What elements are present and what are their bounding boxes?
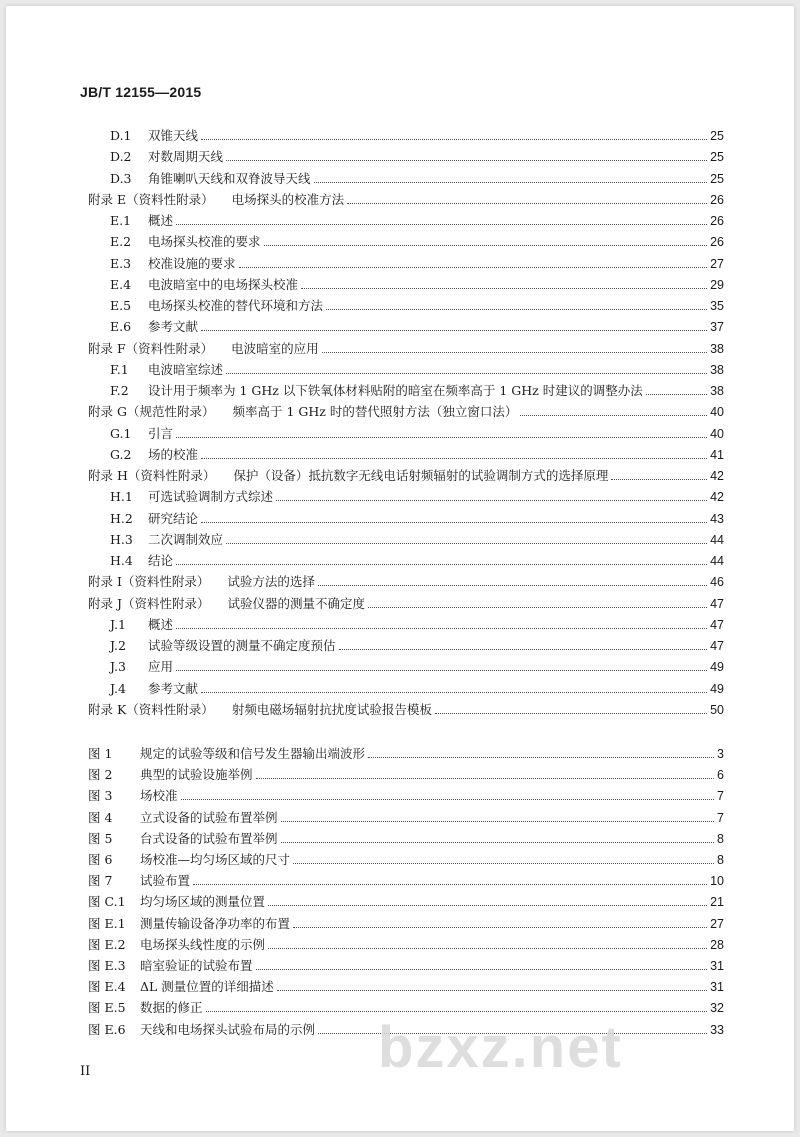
entry-page-number: 28 (710, 937, 724, 952)
entry-number: F.2 (110, 383, 129, 398)
toc-section-entry (110, 613, 724, 633)
dot-leader (646, 394, 707, 395)
entry-title: 规定的试验等级和信号发生器输出端波形 (140, 746, 366, 761)
entry-number: E.1 (110, 213, 132, 228)
entry-title: 设计用于频率为 1 GHz 以下铁氧体材料贴附的暗室在频率高于 1 GHz 时建议的调整办法 (148, 383, 643, 398)
toc-appendix-entry (88, 337, 724, 357)
page-number-footer: II (80, 1064, 91, 1079)
dot-leader (326, 309, 707, 310)
dot-leader (281, 842, 715, 843)
entry-title: 电波暗室的应用 (231, 340, 319, 356)
entry-page-number: 6 (717, 768, 724, 783)
toc-section-entry (110, 145, 724, 165)
toc-appendix-entry (88, 592, 724, 612)
dot-leader (226, 543, 707, 544)
entry-number: 图 2 (88, 767, 113, 783)
entry-page-number: 40 (710, 426, 724, 441)
entry-number: J.4 (110, 680, 126, 696)
entry-number: 图 C.1 (88, 894, 126, 910)
entry-number: 附录 I（资料性附录） (88, 574, 210, 590)
dot-leader (268, 905, 707, 906)
entry-title: 频率高于 1 GHz 时的替代照射方法（独立窗口法） (232, 404, 518, 420)
entry-number: 图 5 (88, 830, 113, 846)
toc-section-entry (110, 379, 724, 399)
entry-title: 结论 (148, 553, 174, 568)
entry-page-number: 41 (710, 447, 724, 462)
toc-section-entry (110, 315, 724, 335)
dot-leader (264, 245, 708, 246)
toc-section-entry (110, 230, 724, 250)
entry-title: 电波暗室综述 (148, 361, 224, 377)
dot-leader (201, 330, 707, 331)
entry-number: D.3 (110, 170, 132, 186)
entry-title: 概述 (148, 213, 174, 228)
entry-title: 立式设备的试验布置举例 (140, 809, 278, 825)
entry-title: 双锥天线 (148, 128, 199, 143)
dot-leader (435, 713, 707, 714)
entry-number: F.1 (110, 361, 129, 377)
toc-section-entry (110, 655, 724, 675)
toc-section-entry (110, 167, 724, 187)
dot-leader (226, 373, 707, 374)
entry-title: 试验布置 (140, 873, 191, 889)
figure-entry (88, 742, 724, 762)
entry-title: 均匀场区域的测量位置 (140, 894, 266, 910)
entry-number: E.5 (110, 298, 132, 313)
entry-title: 参考文献 (148, 680, 199, 696)
entry-page-number: 38 (710, 341, 724, 356)
toc-section-entry (110, 485, 724, 505)
entry-page-number: 31 (710, 959, 724, 973)
entry-title: 电场探头线性度的示例 (140, 936, 266, 952)
entry-number: 图 6 (88, 852, 113, 867)
dot-leader (176, 564, 707, 565)
entry-number: 图 3 (88, 788, 113, 804)
toc-appendix-entry (88, 570, 724, 590)
entry-title: 二次调制效应 (148, 531, 224, 547)
entry-number: J.2 (110, 638, 126, 653)
entry-number: H.3 (110, 531, 133, 547)
entry-title: 对数周期天线 (148, 149, 224, 165)
entry-number: G.1 (110, 425, 132, 441)
figure-entry (88, 890, 724, 910)
entry-page-number: 25 (710, 150, 724, 165)
entry-page-number: 8 (717, 853, 724, 867)
dot-leader (347, 203, 707, 204)
dot-leader (368, 607, 707, 608)
dot-leader (268, 948, 707, 949)
entry-page-number: 42 (710, 469, 724, 483)
entry-page-number: 25 (710, 171, 724, 186)
entry-page-number: 21 (710, 895, 724, 910)
entry-title: 可选试验调制方式综述 (148, 489, 274, 505)
entry-page-number: 47 (710, 639, 724, 653)
entry-number: E.6 (110, 319, 132, 335)
toc-section-entry (110, 124, 724, 144)
toc-appendix-entry (88, 464, 724, 484)
toc-section-entry (110, 358, 724, 378)
entry-page-number: 32 (710, 1001, 724, 1016)
entry-title: 试验仪器的测量不确定度 (227, 595, 366, 611)
dot-leader (176, 628, 707, 629)
figure-entry (88, 784, 724, 804)
dot-leader (339, 649, 708, 650)
dot-leader (176, 670, 707, 671)
entry-number: 附录 H（资料性附录） (88, 468, 216, 483)
entry-number: 附录 E（资料性附录） (88, 191, 214, 207)
entry-page-number: 38 (710, 362, 724, 377)
entry-title: 参考文献 (148, 319, 199, 335)
dot-leader (239, 267, 708, 268)
entry-number: 附录 J（资料性附录） (88, 595, 210, 611)
entry-page-number: 27 (710, 256, 724, 271)
entry-title: 天线和电场探头试验布局的示例 (140, 1021, 316, 1037)
dot-leader (256, 778, 715, 779)
watermark: bzxz.net (378, 1015, 623, 1080)
toc-appendix-entry (88, 698, 724, 718)
entry-number: 图 E.5 (88, 1000, 126, 1016)
entry-page-number: 29 (710, 277, 724, 292)
entry-page-number: 38 (710, 384, 724, 398)
dot-leader (201, 458, 707, 459)
entry-number: E.2 (110, 234, 132, 250)
entry-page-number: 47 (710, 596, 724, 611)
dot-leader (293, 863, 714, 864)
entry-number: 图 1 (88, 746, 113, 761)
dot-leader (318, 585, 707, 586)
entry-number: 图 E.2 (88, 936, 126, 952)
entry-number: E.3 (110, 255, 132, 271)
figure-entry (88, 869, 724, 889)
entry-number: 附录 F（资料性附录） (88, 340, 214, 356)
entry-title: 试验等级设置的测量不确定度预估 (148, 638, 336, 653)
entry-number: G.2 (110, 446, 132, 462)
entry-title: ΔL 测量位置的详细描述 (140, 979, 274, 995)
toc-section-entry (110, 634, 724, 654)
entry-title: 电波暗室中的电场探头校准 (148, 276, 299, 292)
entry-title: 场校准—均匀场区域的尺寸 (140, 852, 291, 867)
entry-number: 图 7 (88, 873, 113, 889)
entry-title: 典型的试验设施举例 (140, 767, 253, 783)
entry-page-number: 37 (710, 320, 724, 335)
entry-number: 附录 G（规范性附录） (88, 404, 215, 420)
dot-leader (293, 927, 707, 928)
entry-page-number: 44 (710, 554, 724, 568)
entry-title: 引言 (148, 425, 174, 441)
entry-title: 场校准 (140, 788, 178, 804)
toc-section-entry (110, 549, 724, 569)
entry-page-number: 10 (710, 874, 724, 889)
toc-appendix-entry (88, 400, 724, 420)
toc-section-entry (110, 209, 724, 229)
entry-number: 图 E.6 (88, 1021, 126, 1037)
entry-title: 数据的修正 (140, 1000, 203, 1016)
entry-page-number: 35 (710, 299, 724, 313)
entry-title: 电场探头校准的替代环境和方法 (148, 298, 324, 313)
entry-title: 概述 (148, 616, 174, 632)
entry-title: 角锥喇叭天线和双脊波导天线 (148, 170, 311, 186)
figure-entry (88, 912, 724, 932)
toc-section-entry (110, 443, 724, 463)
toc-section-entry (110, 422, 724, 442)
dot-leader (201, 522, 707, 523)
entry-page-number: 27 (710, 916, 724, 931)
entry-page-number: 26 (710, 214, 724, 228)
dot-leader (277, 990, 707, 991)
dot-leader (226, 160, 707, 161)
entry-page-number: 49 (710, 660, 724, 675)
entry-title: 应用 (148, 659, 174, 675)
entry-number: D.2 (110, 149, 132, 165)
toc-section-entry (110, 273, 724, 293)
dot-leader (281, 821, 715, 822)
entry-title: 暗室验证的试验布置 (140, 958, 253, 973)
dot-leader (176, 224, 707, 225)
dot-leader (301, 288, 707, 289)
entry-page-number: 26 (710, 192, 724, 207)
entry-title: 台式设备的试验布置举例 (140, 830, 278, 846)
figure-entry (88, 806, 724, 826)
entry-number: J.1 (110, 616, 126, 632)
dot-leader (201, 139, 707, 140)
figure-entry (88, 848, 724, 868)
figure-entry (88, 933, 724, 953)
entry-number: H.2 (110, 510, 133, 526)
figure-entry (88, 763, 724, 783)
toc-section-entry (110, 507, 724, 527)
dot-leader (181, 799, 715, 800)
entry-page-number: 7 (717, 810, 724, 825)
dot-leader (201, 692, 707, 693)
toc-section-entry (110, 252, 724, 272)
dot-leader (314, 182, 708, 183)
entry-page-number: 49 (710, 681, 724, 696)
entry-number: J.3 (110, 659, 126, 675)
entry-title: 测量传输设备净功率的布置 (140, 915, 291, 931)
entry-title: 场的校准 (148, 446, 199, 462)
toc-section-entry (110, 294, 724, 314)
entry-number: H.4 (110, 553, 133, 568)
entry-number: 图 4 (88, 809, 113, 825)
toc-appendix-entry (88, 188, 724, 208)
toc-section-entry (110, 528, 724, 548)
entry-title: 保护（设备）抵抗数字无线电话射频辐射的试验调制方式的选择原理 (233, 468, 609, 483)
entry-page-number: 31 (710, 980, 724, 995)
entry-page-number: 42 (710, 490, 724, 505)
figure-entry (88, 954, 724, 974)
entry-page-number: 44 (710, 532, 724, 547)
entry-number: 图 E.4 (88, 979, 126, 995)
entry-number: 附录 K（资料性附录） (88, 701, 214, 717)
document-page (6, 6, 794, 1131)
standard-number-header: JB/T 12155—2015 (80, 84, 202, 100)
entry-title: 电场探头的校准方法 (231, 191, 345, 207)
dot-leader (276, 500, 707, 501)
entry-title: 研究结论 (148, 510, 199, 526)
dot-leader (176, 437, 707, 438)
figure-entry (88, 827, 724, 847)
entry-page-number: 25 (710, 129, 724, 143)
dot-leader (520, 415, 707, 416)
entry-page-number: 43 (710, 511, 724, 526)
entry-page-number: 8 (717, 831, 724, 846)
entry-page-number: 26 (710, 235, 724, 250)
toc-section-entry (110, 677, 724, 697)
entry-title: 试验方法的选择 (227, 574, 315, 590)
dot-leader (611, 479, 707, 480)
entry-page-number: 7 (717, 789, 724, 804)
entry-page-number: 3 (717, 747, 724, 761)
dot-leader (368, 757, 714, 758)
entry-number: H.1 (110, 489, 133, 505)
entry-number: 图 E.3 (88, 958, 126, 973)
figure-entry (88, 975, 724, 995)
entry-page-number: 46 (710, 575, 724, 590)
entry-page-number: 50 (710, 702, 724, 717)
dot-leader (193, 884, 707, 885)
dot-leader (256, 969, 708, 970)
dot-leader (322, 352, 707, 353)
entry-title: 校准设施的要求 (148, 255, 236, 271)
entry-number: E.4 (110, 276, 132, 292)
entry-title: 电场探头校准的要求 (148, 234, 261, 250)
entry-page-number: 33 (710, 1022, 724, 1037)
entry-page-number: 47 (710, 617, 724, 632)
entry-number: 图 E.1 (88, 915, 126, 931)
entry-title: 射频电磁场辐射抗扰度试验报告模板 (231, 701, 432, 717)
dot-leader (206, 1011, 708, 1012)
entry-number: D.1 (110, 128, 132, 143)
entry-page-number: 40 (710, 405, 724, 420)
